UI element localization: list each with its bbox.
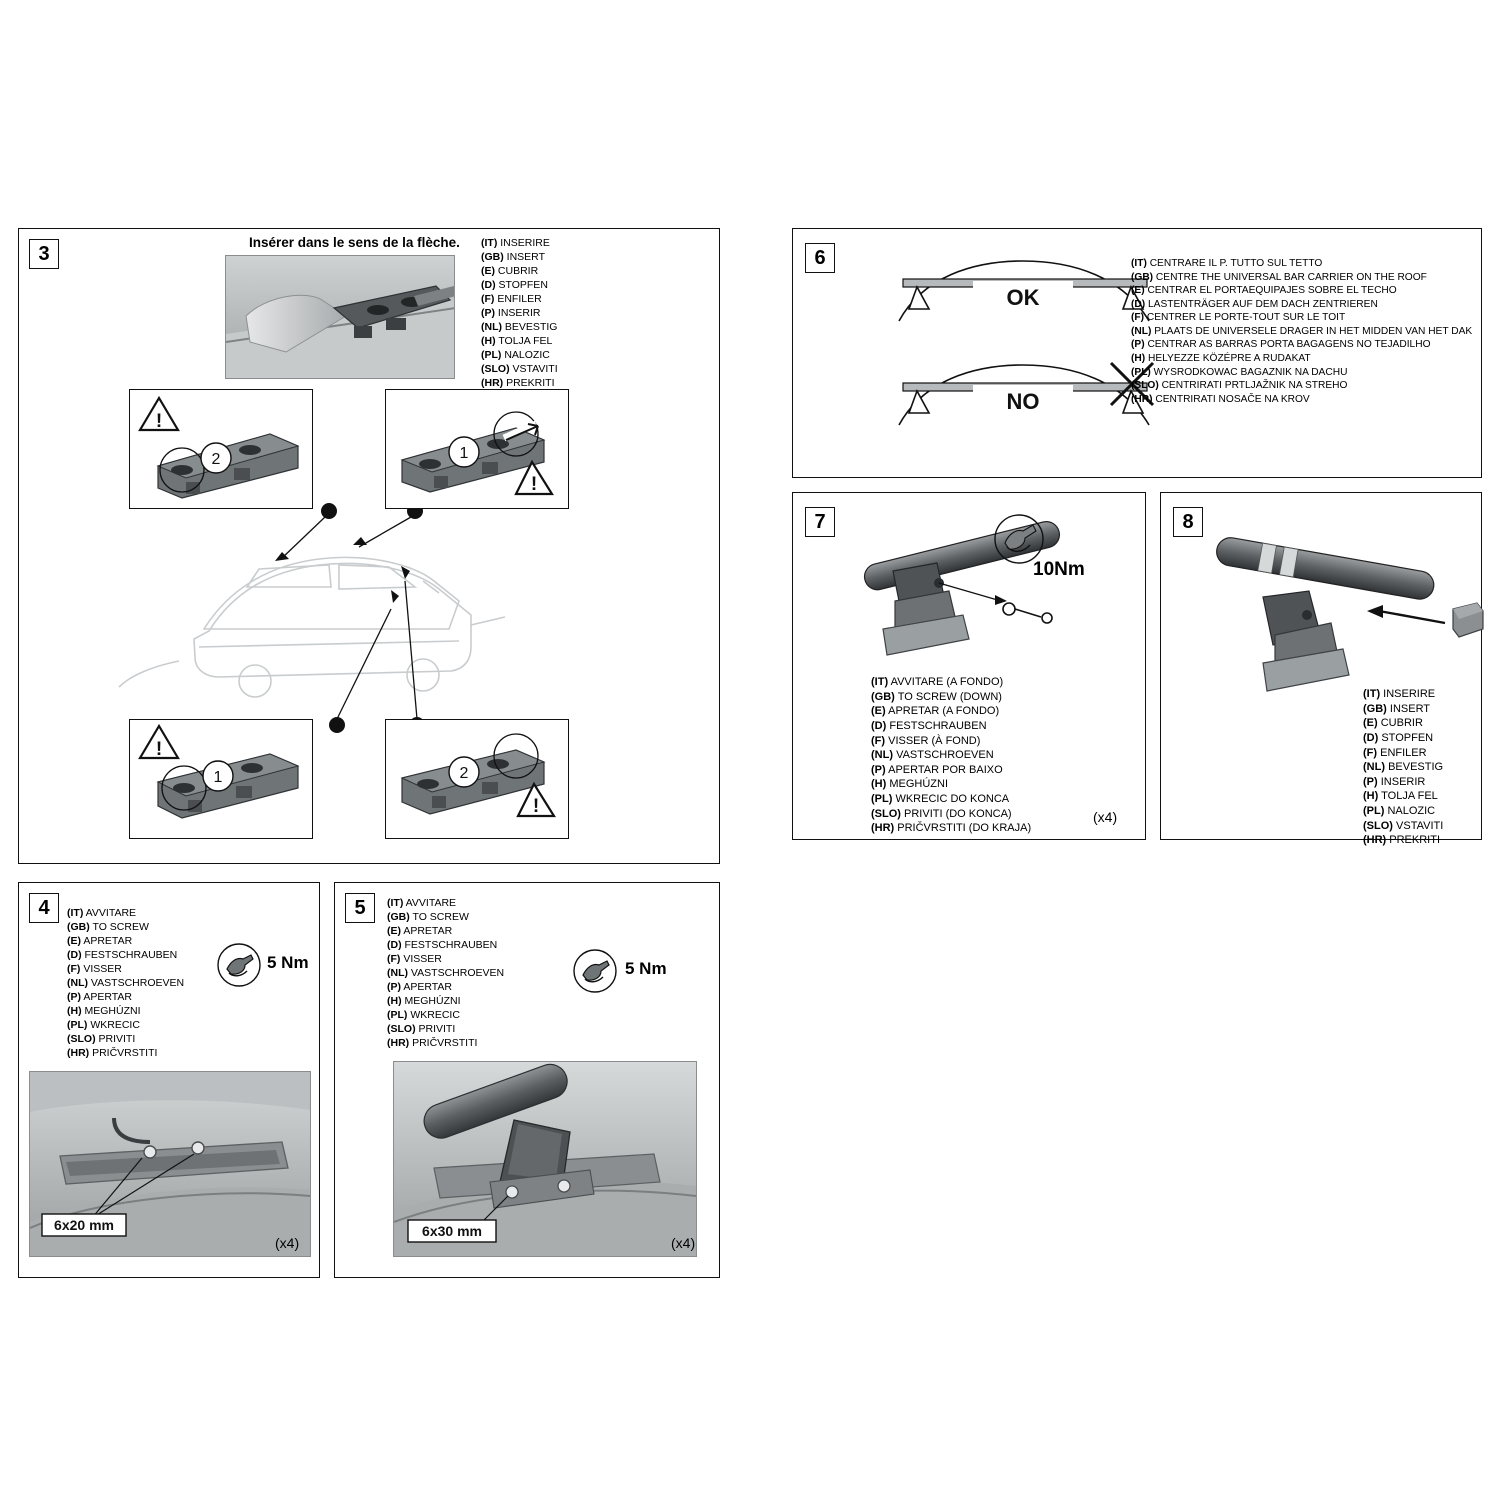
lang-text: PRIČVRSTITI [92, 1046, 158, 1059]
step-6-language-list [1131, 257, 1472, 406]
lang-text: PRIVITI [98, 1032, 136, 1045]
lang-code: (D) [481, 278, 496, 291]
lang-text: ENFILER [1380, 746, 1427, 759]
lang-code: (E) [871, 705, 886, 718]
lang-text: LASTENTRÄGER AUF DEM DACH ZENTRIEREN [1148, 298, 1378, 310]
lang-code: (D) [1131, 298, 1146, 310]
step-3-photo-caption: Insérer dans le sens de la flèche. [249, 235, 460, 250]
step-3-layout-overlay [19, 229, 719, 863]
step-3-pad-top-left [129, 389, 313, 509]
lang-text: MEGHÚZNI [889, 778, 949, 791]
lang-code: (IT) [481, 237, 498, 249]
lang-code: (IT) [1363, 688, 1381, 700]
lang-text: INSERT [1389, 702, 1431, 715]
lang-text: VISSER [403, 952, 442, 965]
lang-code: (SLO) [67, 1032, 96, 1045]
lang-text: CENTRIRATI PRTLJAŽNIK NA STREHO [1161, 380, 1348, 392]
step-5-language-list [387, 897, 504, 1050]
lang-code: (H) [871, 778, 887, 791]
step-3-pad-top-right [385, 389, 569, 509]
lang-text: STOPFEN [1381, 731, 1434, 744]
step-4-quantity: (x4) [275, 1235, 300, 1251]
step-number-5: 5 [345, 893, 375, 923]
lang-text: AVVITARE (A FONDO) [890, 676, 1004, 688]
lang-text: AVVITARE [85, 907, 137, 919]
lang-code: (IT) [871, 676, 889, 688]
lang-code: (HR) [67, 1046, 90, 1059]
lang-code: (IT) [387, 897, 404, 909]
step-7-language-list [871, 675, 1031, 836]
lang-code: (GB) [387, 910, 410, 923]
svg-text:6x30 mm: 6x30 mm [422, 1223, 482, 1239]
step-4-language-list [67, 907, 184, 1060]
svg-text:2: 2 [459, 765, 469, 782]
lang-text: WKRECIC [90, 1018, 140, 1031]
lang-text: CENTRAR AS BARRAS PORTA BAGAGENS NO TEJADILHO [1147, 339, 1431, 351]
lang-code: (HR) [481, 376, 504, 389]
lang-text: INSERIR [497, 306, 541, 319]
lang-code: (H) [1131, 352, 1146, 364]
step-number-8: 8 [1173, 507, 1203, 537]
lang-code: (E) [481, 264, 495, 277]
lang-code: (E) [1131, 285, 1145, 297]
lang-text: INSERT [506, 250, 545, 263]
lang-code: (F) [1363, 746, 1378, 759]
lang-code: (PL) [387, 1008, 408, 1021]
lang-code: (H) [481, 334, 496, 347]
lang-text: TO SCREW [92, 920, 149, 933]
lang-text: CUBRIR [1380, 717, 1423, 730]
lang-code: (P) [387, 980, 401, 993]
svg-text:6x20 mm: 6x20 mm [54, 1217, 114, 1233]
step-7-torque-value: 10Nm [1033, 559, 1085, 580]
lang-code: (GB) [1363, 702, 1387, 715]
lang-text: BEVESTIG [1388, 761, 1444, 774]
lang-code: (PL) [481, 348, 502, 361]
lang-code: (F) [67, 962, 81, 975]
lang-text: VASTSCHROEVEN [410, 966, 505, 979]
lang-code: (SLO) [1131, 380, 1159, 392]
lang-text: FESTSCHRAUBEN [404, 938, 498, 951]
lang-code: (F) [387, 952, 401, 965]
lang-code: (D) [67, 948, 82, 961]
lang-code: (P) [67, 990, 81, 1003]
lang-text: AVVITARE [405, 897, 457, 909]
lang-text: WYSRODKOWAC BAGAZNIK NA DACHU [1153, 366, 1348, 378]
lang-text: FESTSCHRAUBEN [889, 719, 987, 732]
step-4-torque-value: 5 Nm [267, 953, 309, 972]
lang-code: (GB) [481, 250, 504, 263]
lang-code: (SLO) [387, 1022, 416, 1035]
lang-code: (NL) [871, 749, 893, 762]
lang-code: (NL) [387, 966, 408, 979]
step-7-foot-diagram [833, 505, 1133, 665]
lang-text: PRIVITI [418, 1022, 456, 1035]
lang-text: INSERIR [1380, 775, 1426, 788]
svg-text:2: 2 [211, 451, 221, 468]
lang-text: TOLJA FEL [1381, 790, 1438, 803]
lang-text: NALOZIC [1387, 805, 1436, 817]
lang-text: APERTAR POR BAIXO [888, 763, 1003, 776]
lang-code: (HR) [871, 822, 895, 835]
step-number-6: 6 [805, 243, 835, 273]
lang-text: WKRECIC [410, 1008, 460, 1021]
lang-text: CENTRARE IL P. TUTTO SUL TETTO [1149, 258, 1323, 269]
step-5-quantity: (x4) [671, 1235, 696, 1251]
panel-step-7 [792, 492, 1146, 840]
lang-text: PREKRITI [1389, 834, 1441, 847]
lang-text: APERTAR [403, 980, 452, 993]
svg-text:!: ! [532, 796, 540, 817]
lang-code: (HR) [1131, 393, 1153, 405]
lang-text: WKRECIC DO KONCA [895, 793, 1010, 805]
lang-code: (D) [387, 938, 402, 951]
lang-text: PRIČVRSTITI (DO KRAJA) [897, 822, 1032, 835]
lang-code: (SLO) [1363, 819, 1393, 832]
lang-code: (IT) [67, 907, 84, 919]
svg-text:1: 1 [459, 445, 469, 462]
lang-text: CUBRIR [497, 264, 539, 277]
lang-code: (E) [387, 924, 401, 937]
lang-code: (PL) [67, 1018, 88, 1031]
step-8-language-list [1363, 687, 1443, 848]
lang-text: PRIVITI (DO KONCA) [904, 807, 1012, 820]
lang-code: (F) [871, 734, 886, 747]
lang-code: (GB) [67, 920, 90, 933]
lang-code: (GB) [871, 690, 895, 703]
lang-code: (NL) [1363, 761, 1385, 774]
lang-text: APERTAR [83, 990, 132, 1003]
lang-text: ENFILER [497, 292, 542, 305]
lang-code: (HR) [387, 1036, 410, 1049]
lang-code: (PL) [1131, 366, 1151, 378]
lang-text: NALOZIC [504, 348, 550, 361]
lang-code: (NL) [1131, 325, 1152, 337]
lang-code: (H) [1363, 790, 1379, 803]
lang-text: HELYEZZE KÖZÉPRE A RUDAKAT [1148, 352, 1311, 364]
step-5-torque-icon [573, 949, 617, 993]
lang-text: PREKRITI [506, 376, 555, 389]
svg-text:!: ! [530, 474, 538, 495]
lang-code: (GB) [1131, 271, 1154, 283]
lang-code: (E) [67, 934, 81, 947]
lang-code: (P) [871, 763, 886, 776]
lang-text: CENTRER LE PORTE-TOUT SUR LE TOIT [1146, 312, 1346, 324]
step-4-torque-icon [217, 943, 261, 987]
lang-code: (P) [481, 306, 495, 319]
lang-code: (HR) [1363, 834, 1387, 847]
lang-text: TOLJA FEL [498, 334, 553, 347]
lang-text: APRETAR [403, 924, 453, 937]
lang-text: VSTAVITI [1396, 819, 1444, 832]
step-5-torque-value: 5 Nm [625, 959, 667, 978]
lang-code: (D) [871, 719, 887, 732]
lang-code: (SLO) [481, 362, 510, 375]
lang-text: INSERIRE [1383, 688, 1436, 700]
step-number-4: 4 [29, 893, 59, 923]
panel-step-8 [1160, 492, 1482, 847]
panel-step-5 [334, 882, 720, 1278]
step-number-7: 7 [805, 507, 835, 537]
svg-text:!: ! [155, 411, 163, 432]
lang-code: (NL) [481, 320, 502, 333]
lang-text: MEGHÚZNI [84, 1004, 141, 1017]
step-4-photo [29, 1071, 311, 1257]
lang-code: (F) [1131, 312, 1145, 324]
step-5-photo [393, 1061, 697, 1257]
step-7-quantity: (x4) [1093, 809, 1118, 825]
svg-text:!: ! [155, 739, 163, 760]
svg-text:1: 1 [213, 769, 223, 786]
lang-code: (PL) [1363, 805, 1385, 817]
lang-text: CENTRE THE UNIVERSAL BAR CARRIER ON THE ROOF [1155, 271, 1427, 283]
step-number-3: 3 [29, 239, 59, 269]
lang-text: APRETAR (A FONDO) [888, 705, 1000, 718]
lang-text: VASTSCHROEVEN [896, 749, 994, 762]
lang-text: VISSER [83, 962, 122, 975]
lang-text: STOPFEN [498, 278, 548, 291]
step-8-foot-diagram [1197, 519, 1487, 729]
lang-code: (PL) [871, 793, 893, 805]
lang-code: (H) [67, 1004, 82, 1017]
lang-text: PLAATS DE UNIVERSELE DRAGER IN HET MIDDEN VAN HET DAK [1154, 325, 1473, 337]
svg-text:NO: NO [1006, 389, 1040, 414]
panel-step-6 [792, 228, 1482, 478]
lang-code: (P) [1131, 339, 1145, 351]
panel-step-3 [18, 228, 720, 864]
svg-text:OK: OK [1006, 285, 1040, 310]
lang-text: VSTAVITI [512, 362, 558, 375]
lang-text: CENTRIRATI NOSAČE NA KROV [1155, 393, 1310, 405]
lang-code: (F) [481, 292, 495, 305]
lang-text: BEVESTIG [504, 320, 558, 333]
lang-code: (D) [1363, 731, 1379, 744]
lang-code: (E) [1363, 717, 1378, 730]
lang-text: VISSER (À FOND) [888, 734, 981, 747]
lang-text: TO SCREW (DOWN) [897, 690, 1002, 703]
lang-text: CENTRAR EL PORTAEQUIPAJES SOBRE EL TECHO [1147, 285, 1397, 297]
step-3-pad-bottom-right [385, 719, 569, 839]
lang-code: (IT) [1131, 258, 1147, 269]
lang-code: (NL) [67, 976, 88, 989]
lang-text: FESTSCHRAUBEN [84, 948, 178, 961]
lang-code: (SLO) [871, 807, 901, 820]
lang-text: APRETAR [83, 934, 133, 947]
lang-text: PRIČVRSTITI [412, 1036, 478, 1049]
lang-text: INSERIRE [500, 237, 550, 249]
lang-text: TO SCREW [412, 910, 469, 923]
lang-code: (H) [387, 994, 402, 1007]
lang-text: VASTSCHROEVEN [90, 976, 185, 989]
panel-step-4 [18, 882, 320, 1278]
lang-code: (P) [1363, 775, 1378, 788]
step-6-roof-diagram [873, 247, 1173, 437]
step-3-pad-bottom-left [129, 719, 313, 839]
lang-text: MEGHÚZNI [404, 994, 461, 1007]
